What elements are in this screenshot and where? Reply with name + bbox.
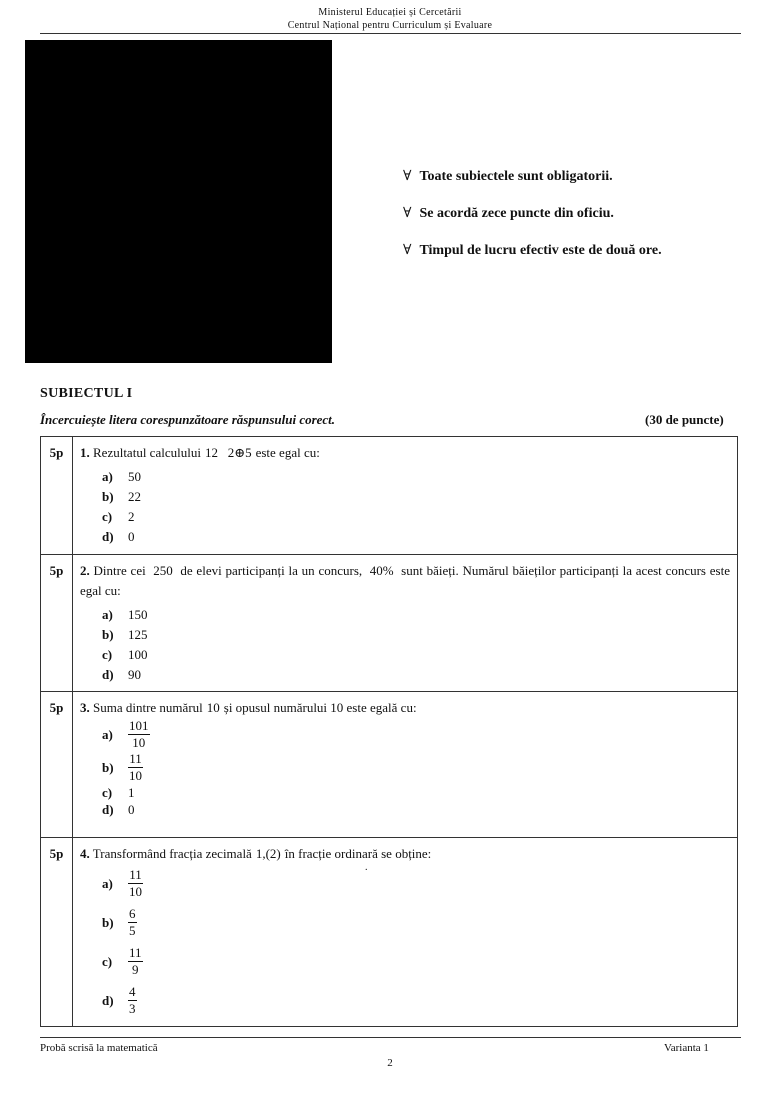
math-expression: 12 2⊕5 [204, 445, 252, 460]
question-text: 2. Dintre cei 250 de elevi participanți la un concurs, 40% sunt băieți. Numărul băieților participanți la acest concurs este egal cu: [80, 563, 734, 598]
option-c[interactable]: c) 1 [102, 784, 135, 800]
options-list [80, 463, 730, 553]
fraction: $\frac{11}{10}$ [129, 867, 142, 899]
subject-points: (30 de puncte) [645, 412, 724, 427]
question-cell [73, 437, 738, 555]
question-points: 5p [41, 692, 73, 838]
rule-item: ∀ Se acordă zece puncte din oficiu. [403, 206, 614, 221]
fraction: $\frac{101}{10}$ [129, 718, 149, 750]
fraction: $\frac{11}{10}$ [129, 751, 142, 783]
question-row [41, 692, 738, 838]
fraction: $\frac{11}{9}$ [129, 945, 142, 977]
option-d[interactable]: d) $\frac{4}{3}$ [102, 984, 136, 1016]
question-text: 4. Transformând fracția zecimală 1,(2) în fracție ordinară se obține: [80, 846, 432, 861]
footer-variant: Varianta 1 [664, 1042, 709, 1054]
option-a[interactable]: a) $\frac{101}{10}$ [102, 718, 149, 750]
question-points: 5p [41, 555, 73, 692]
subject-instruction: Încercuiește litera corespunzătoare răspunsului corect. [40, 412, 336, 427]
option-b[interactable]: b) $\frac{6}{5}$ [102, 906, 136, 938]
question-row [41, 555, 738, 692]
option-c[interactable]: c) 100 [102, 647, 148, 662]
option-b[interactable]: b) 125 [102, 627, 148, 642]
for-all-icon: ∀ [403, 206, 412, 221]
math-expression: 10 [206, 700, 220, 715]
option-a[interactable]: a) 150 [102, 607, 148, 622]
option-d[interactable]: d) 90 [102, 667, 141, 682]
option-a[interactable]: a) 50 [102, 469, 141, 484]
rule-item: ∀ Timpul de lucru efectiv este de două ore. [403, 243, 662, 258]
question-points: 5p [41, 838, 73, 1027]
fraction: $\frac{6}{5}$ [129, 906, 136, 938]
question-row [41, 838, 738, 1027]
ministry-name: Ministerul Educației și Cercetării [318, 7, 462, 18]
footer-divider [40, 1037, 741, 1038]
header-divider [40, 33, 741, 34]
for-all-icon: ∀ [403, 169, 412, 184]
redacted-block [25, 40, 332, 363]
rule-item: ∀ Toate subiectele sunt obligatorii. [403, 169, 613, 184]
footer-exam-name: Probă scrisă la matematică [40, 1042, 158, 1054]
question-points: 5p [41, 437, 73, 555]
question-row [41, 437, 738, 555]
question-text: 3. Suma dintre numărul 10 și opusul numărului 10 este egală cu: [80, 700, 417, 715]
stray-dot: . [365, 862, 368, 873]
options-list [80, 864, 730, 1026]
question-cell [73, 838, 738, 1027]
question-cell [73, 692, 738, 838]
for-all-icon: ∀ [403, 243, 412, 258]
option-c[interactable]: c) $\frac{11}{9}$ [102, 945, 142, 977]
question-cell [73, 555, 738, 692]
option-d[interactable]: d) 0 [102, 529, 135, 544]
options-list [80, 601, 730, 691]
subject-title: SUBIECTUL I [40, 386, 133, 401]
math-expression: 1,(2) [255, 846, 281, 861]
fraction: $\frac{4}{3}$ [129, 984, 136, 1016]
option-d[interactable]: d) 0 [102, 801, 135, 817]
option-a[interactable]: a) $\frac{11}{10}$ [102, 867, 142, 899]
question-text: 1. Rezultatul calculului 12 2⊕5 este egal cu: [80, 445, 320, 460]
center-name: Centrul Național pentru Curriculum și Evaluare [287, 20, 493, 31]
option-b[interactable]: b) 22 [102, 489, 141, 504]
option-c[interactable]: c) 2 [102, 509, 135, 524]
page-header [0, 6, 780, 32]
option-b[interactable]: b) $\frac{11}{10}$ [102, 751, 142, 783]
exam-rules [403, 168, 662, 279]
page-number: 2 [387, 1057, 393, 1069]
options-list [80, 718, 730, 824]
questions-table [40, 436, 738, 1027]
